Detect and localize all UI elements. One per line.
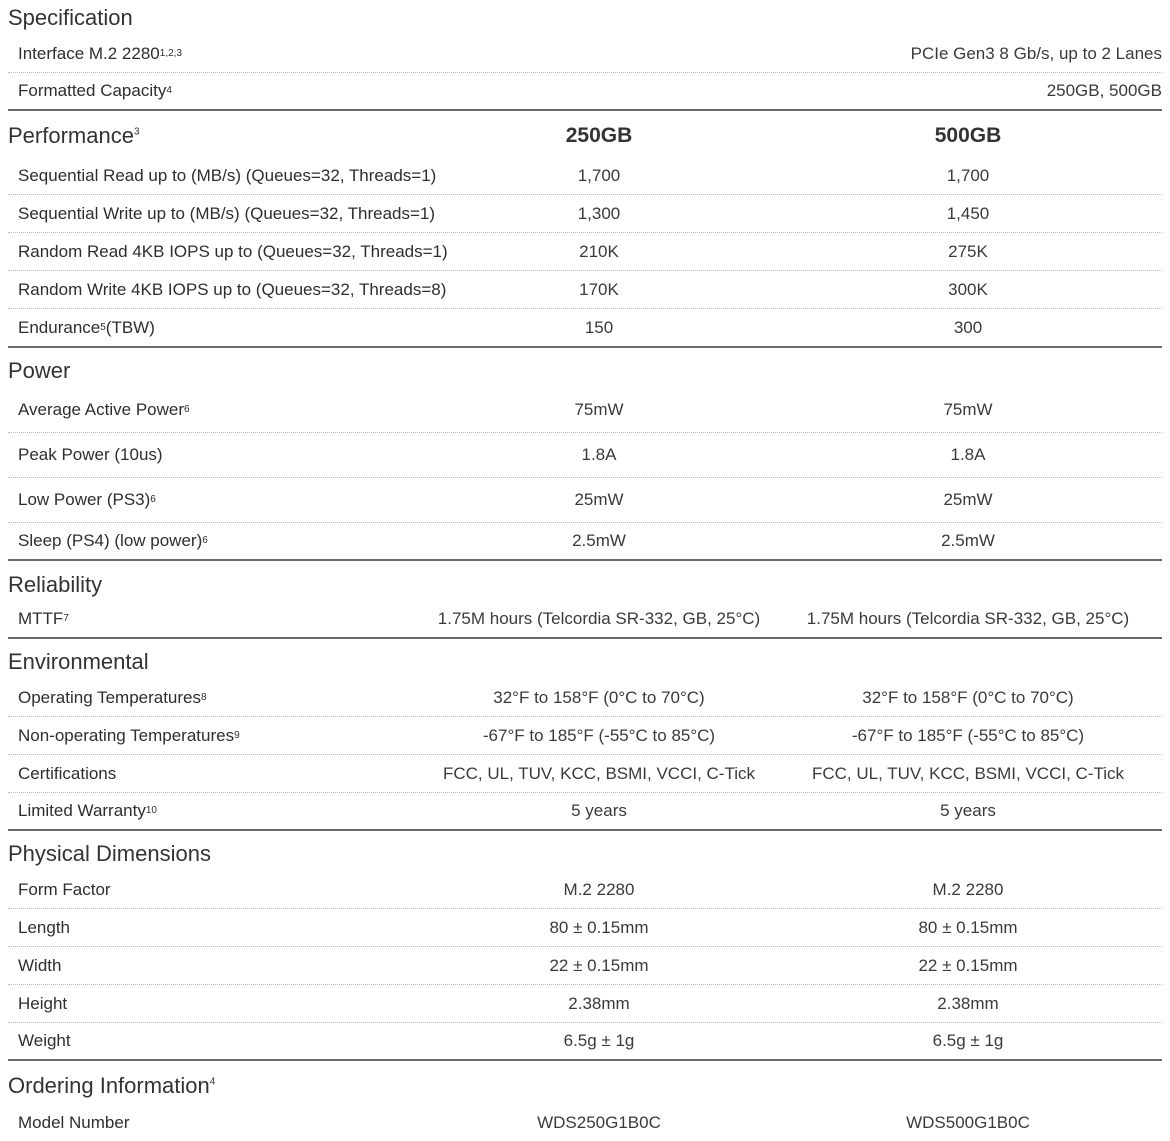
value-250gb: 210K bbox=[579, 241, 619, 261]
value-500gb: 1,450 bbox=[946, 203, 990, 223]
value-250gb: 2.38mm bbox=[568, 993, 630, 1013]
value-500gb: 1,700 bbox=[946, 165, 990, 185]
value-250gb: 1.75M hours (Telcordia SR-332, GB, 25°C) bbox=[437, 609, 761, 628]
table-row bbox=[8, 909, 1162, 947]
value-500gb: 25mW bbox=[943, 490, 993, 509]
value-250gb: M.2 2280 bbox=[563, 879, 635, 899]
value-500gb: 75mW bbox=[943, 400, 993, 419]
section-specification bbox=[0, 0, 1170, 36]
section-performance bbox=[0, 111, 1170, 157]
table-row bbox=[8, 947, 1162, 985]
value-500gb: WDS500G1B0C bbox=[906, 1113, 1030, 1132]
row-label: MTTF 7 bbox=[18, 609, 69, 628]
table-row bbox=[8, 755, 1162, 793]
value-250gb: 2.5mW bbox=[572, 531, 626, 550]
table-row bbox=[8, 309, 1162, 348]
value-250gb: 22 ± 0.15mm bbox=[549, 955, 649, 975]
row-label: Sleep (PS4) (low power) 6 bbox=[18, 531, 208, 550]
table-row bbox=[8, 233, 1162, 271]
value-250gb: 75mW bbox=[574, 400, 624, 419]
value-250gb: 5 years bbox=[571, 801, 627, 820]
table-row bbox=[8, 195, 1162, 233]
row-label: Length bbox=[18, 917, 70, 937]
value-500gb: 275K bbox=[948, 241, 988, 261]
table-row bbox=[8, 793, 1162, 831]
section-physical-dimensions bbox=[0, 831, 1170, 871]
table-row bbox=[8, 1105, 1162, 1141]
section-title: Power bbox=[8, 358, 71, 383]
table-row bbox=[8, 523, 1162, 561]
section-title: Reliability bbox=[8, 572, 103, 597]
section-ordering-information bbox=[0, 1061, 1170, 1105]
row-label: Operating Temperatures 8 bbox=[18, 687, 207, 707]
row-label: Low Power (PS3) 6 bbox=[18, 490, 156, 509]
value-250gb: 6.5g ± 1g bbox=[563, 1031, 635, 1050]
row-label: Width bbox=[18, 955, 62, 975]
row-label: Form Factor bbox=[18, 879, 111, 899]
row-label: Sequential Read up to (MB/s) (Queues=32, Threads=1) bbox=[18, 165, 437, 185]
row-label: Sequential Write up to (MB/s) (Queues=32, Threads=1) bbox=[18, 203, 436, 223]
value-250gb: 80 ± 0.15mm bbox=[549, 917, 649, 937]
table-row bbox=[8, 985, 1162, 1023]
value-500gb: 300 bbox=[953, 317, 983, 337]
table-row bbox=[8, 1023, 1162, 1061]
row-label: Formatted Capacity 4 bbox=[18, 81, 172, 100]
value-250gb: 32°F to 158°F (0°C to 70°C) bbox=[493, 687, 705, 707]
value-250gb: -67°F to 185°F (-55°C to 85°C) bbox=[482, 725, 716, 745]
column-header-500gb: 500GB bbox=[934, 124, 1002, 147]
table-row bbox=[8, 73, 1162, 111]
value-250gb: 25mW bbox=[574, 490, 624, 509]
value-250gb: WDS250G1B0C bbox=[537, 1113, 661, 1132]
value-500gb: 22 ± 0.15mm bbox=[918, 955, 1018, 975]
section-reliability bbox=[0, 561, 1170, 601]
value-250gb: 1.8A bbox=[581, 445, 617, 464]
row-label: Random Read 4KB IOPS up to (Queues=32, Threads=1) bbox=[18, 241, 448, 261]
value-500gb: FCC, UL, TUV, KCC, BSMI, VCCI, C-Tick bbox=[811, 763, 1125, 783]
section-environmental bbox=[0, 639, 1170, 679]
value-250gb: 150 bbox=[584, 317, 614, 337]
value-500gb: 2.5mW bbox=[941, 531, 995, 550]
value-250gb: 1,300 bbox=[577, 203, 621, 223]
row-label: Weight bbox=[18, 1031, 71, 1050]
table-row bbox=[8, 157, 1162, 195]
table-row bbox=[8, 36, 1162, 73]
row-label: Endurance 5 (TBW) bbox=[18, 317, 155, 337]
section-title: Specification bbox=[8, 5, 133, 30]
value-250gb: 1,700 bbox=[577, 165, 621, 185]
section-title: Performance$^3$ bbox=[8, 123, 140, 148]
section-title: Physical Dimensions bbox=[8, 841, 211, 866]
value-500gb: 1.75M hours (Telcordia SR-332, GB, 25°C) bbox=[806, 609, 1130, 628]
table-row bbox=[8, 478, 1162, 523]
row-label: Height bbox=[18, 993, 68, 1013]
table-row bbox=[8, 679, 1162, 717]
table-row bbox=[8, 388, 1162, 433]
value-500gb: 80 ± 0.15mm bbox=[918, 917, 1018, 937]
value-500gb: M.2 2280 bbox=[932, 879, 1004, 899]
column-header-250gb: 250GB bbox=[565, 124, 633, 147]
value-250gb: FCC, UL, TUV, KCC, BSMI, VCCI, C-Tick bbox=[442, 763, 756, 783]
row-label: Model Number bbox=[18, 1113, 130, 1132]
table-row bbox=[8, 433, 1162, 478]
row-label: Certifications bbox=[18, 763, 117, 783]
section-title: Environmental bbox=[8, 649, 149, 674]
value-500gb: 6.5g ± 1g bbox=[932, 1031, 1004, 1050]
row-value: 250GB, 500GB bbox=[1046, 81, 1162, 100]
table-row bbox=[8, 601, 1162, 639]
table-row bbox=[8, 271, 1162, 309]
value-500gb: 1.8A bbox=[950, 445, 986, 464]
table-row bbox=[8, 871, 1162, 909]
row-value: PCIe Gen3 8 Gb/s, up to 2 Lanes bbox=[910, 44, 1162, 63]
value-500gb: 32°F to 158°F (0°C to 70°C) bbox=[862, 687, 1074, 707]
section-power bbox=[0, 348, 1170, 388]
row-label: Limited Warranty 10 bbox=[18, 801, 157, 820]
section-title: Ordering Information$^4$ bbox=[8, 1073, 216, 1098]
table-row bbox=[8, 717, 1162, 755]
row-label: Random Write 4KB IOPS up to (Queues=32, Threads=8) bbox=[18, 279, 447, 299]
value-500gb: -67°F to 185°F (-55°C to 85°C) bbox=[851, 725, 1085, 745]
row-label: Non-operating Temperatures 9 bbox=[18, 725, 240, 745]
row-label: Average Active Power 6 bbox=[18, 400, 190, 419]
value-500gb: 2.38mm bbox=[937, 993, 999, 1013]
row-label: Interface M.2 2280 1,2,3 bbox=[18, 44, 183, 63]
value-500gb: 300K bbox=[948, 279, 988, 299]
value-500gb: 5 years bbox=[940, 801, 996, 820]
row-label: Peak Power (10us) bbox=[18, 445, 163, 464]
value-250gb: 170K bbox=[579, 279, 619, 299]
